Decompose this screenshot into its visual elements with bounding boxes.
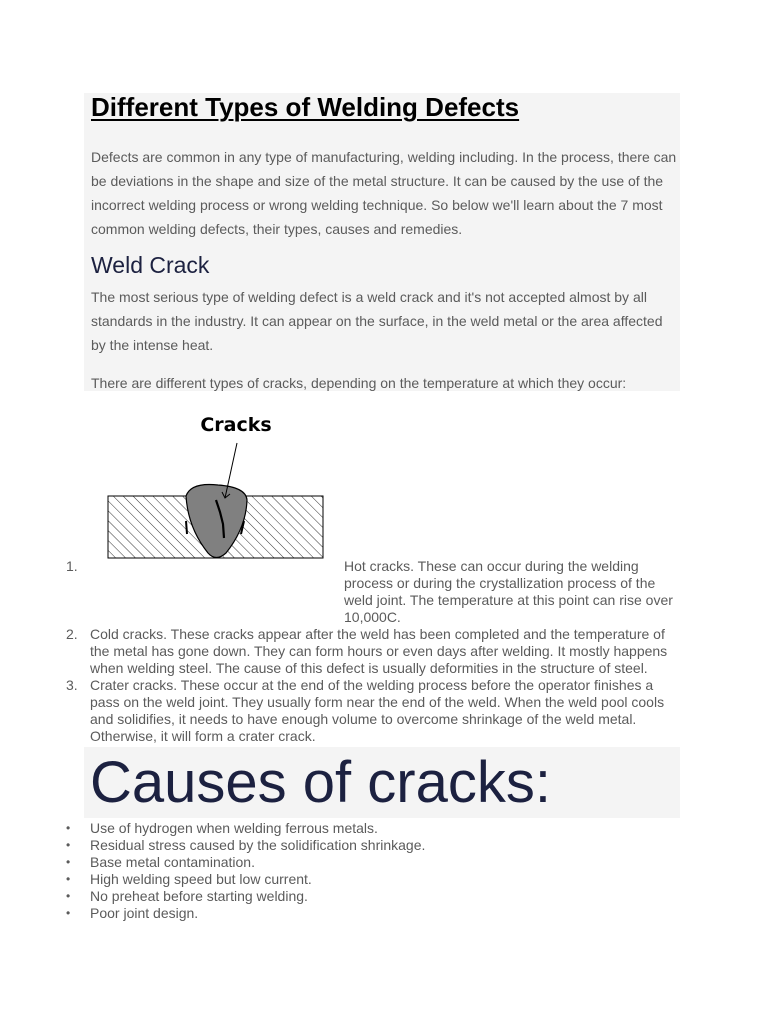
list-item: • Residual stress caused by the solidification shrinkage.	[66, 837, 426, 853]
list-item-text: Cold cracks. These cracks appear after the weld has been completed and the temperature of the metal has gone down. They can form hours or even days after welding. It mostly happens when welding steel. The cause of this defect is usually deformities in the structure of steel.	[90, 626, 668, 676]
list-item	[66, 677, 674, 745]
left-toe-crack	[186, 521, 187, 534]
list-item: • Poor joint design.	[66, 905, 199, 921]
list-item: • Use of hydrogen when welding ferrous metals.	[66, 820, 378, 836]
crack-types-intro: There are different types of cracks, depending on the temperature at which they occur:	[91, 375, 627, 391]
list-number: 2.	[66, 626, 78, 642]
page-title: Different Types of Welding Defects	[91, 92, 520, 122]
list-item: • High welding speed but low current.	[66, 871, 312, 887]
causes-heading: Causes of cracks:	[90, 750, 551, 815]
bullet-icon: •	[66, 872, 71, 886]
crack-types-list	[66, 558, 674, 745]
list-item	[66, 626, 674, 677]
bullet-icon: •	[66, 821, 71, 835]
intro-paragraph: Defects are common in any type of manufacturing, welding including. In the process, there can be deviations in the shape and size of the metal structure. It can be caused by the use of the incorrect welding process or wrong welding technique. So below we'll learn about the 7 most common welding defects, their types, causes and remedies.	[91, 149, 677, 237]
bullet-icon: •	[66, 855, 71, 869]
list-item: • Base metal contamination.	[66, 854, 255, 870]
weld-crack-description: The most serious type of welding defect is a weld crack and it's not accepted almost by all standards in the industry. It can appear on the surface, in the weld metal or the area affected by the intense heat.	[91, 289, 663, 353]
list-item-text: Hot cracks. These can occur during the welding process or during the crystallization process of the weld joint. The temperature at this point can rise over 10,000C.	[344, 558, 673, 625]
weld-crack-heading: Weld Crack	[91, 252, 210, 278]
bullet-icon: •	[66, 838, 71, 852]
bullet-icon: •	[66, 889, 71, 903]
list-item	[66, 558, 674, 626]
weld-crack-diagram	[106, 410, 326, 560]
list-number: 1.	[66, 558, 78, 574]
causes-list	[66, 820, 666, 922]
bullet-icon: •	[66, 906, 71, 920]
weld-crack-illustration	[106, 410, 326, 560]
list-item-text: Crater cracks. These occur at the end of the welding process before the operator finishes a pass on the weld joint. They usually form near the end of the weld. When the weld pool cools and solidifies, it needs to have enough volume to overcome shrinkage of the weld metal. Otherwise, it will form a crater crack.	[90, 677, 665, 744]
list-number: 3.	[66, 677, 78, 693]
figure-label: Cracks	[200, 414, 272, 436]
list-item: • No preheat before starting welding.	[66, 888, 308, 904]
